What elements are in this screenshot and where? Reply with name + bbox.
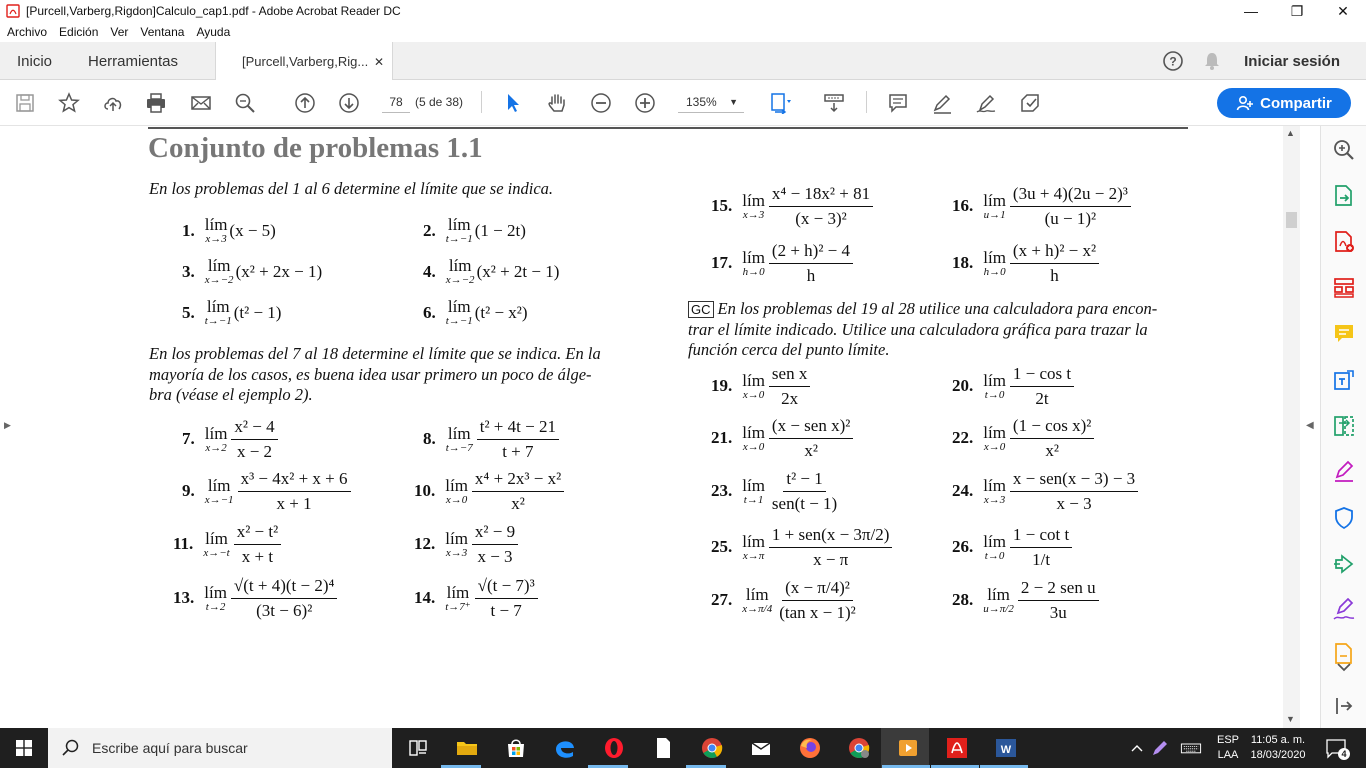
collapse-right-panel-icon[interactable]: ◀ [1306,420,1314,431]
panel-scroll-down-icon[interactable] [1332,656,1356,672]
previous-page-icon[interactable] [293,91,317,115]
zoom-out-icon[interactable] [589,91,613,115]
scroll-up-icon[interactable]: ▲ [1286,128,1295,138]
comment-icon[interactable] [886,91,910,115]
more-tools-icon[interactable] [1018,91,1042,115]
blank-document-icon[interactable] [649,734,677,762]
next-page-icon[interactable] [337,91,361,115]
zoom-tool-icon[interactable] [1332,138,1356,162]
problem-18: 18. lím h→0 $\frac{\text{(x + h)² − x²}}{h}$ [952,241,1099,285]
menu-edicion[interactable]: Edición [59,25,99,39]
chrome-profile-icon[interactable] [845,734,873,762]
bookmark-star-icon[interactable] [57,91,81,115]
highlight-pen-icon[interactable] [930,91,954,115]
problem-5: 5. lím t→−1 (t² − 1) [182,297,282,327]
windows-taskbar [0,728,1366,768]
comment-tool-icon[interactable] [1332,322,1356,346]
minimize-button[interactable]: — [1244,3,1258,19]
left-panel-toggle[interactable] [0,126,18,728]
page-count-label: (5 de 38) [415,95,464,109]
instructions-7-18: En los problemas del 7 al 18 determine el límite que se indica. En la mayoría de los casos, es buena idea usar primero un poco de álge- bra (véase el ejemplo 2). [149,344,601,404]
save-icon[interactable] [13,91,37,115]
select-cursor-icon[interactable] [501,91,525,115]
problem-25: 25. lím x→π $\frac{\text{1 + sen(x − 3π/2)}}{x - \pi}$ [711,525,892,569]
organize-pages-icon[interactable] [1332,276,1356,300]
page-title: Conjunto de problemas 1.1 [148,132,483,164]
tab-document-label: [Purcell,Varberg,Rig... [242,54,369,69]
fill-sign-icon[interactable] [1332,460,1356,484]
tab-tools[interactable]: Herramientas [88,52,179,70]
edit-pdf-icon[interactable] [1332,368,1356,392]
show-hidden-icons-icon[interactable] [1127,734,1147,762]
upload-cloud-icon[interactable] [101,91,125,115]
expand-panel-icon[interactable] [1332,694,1356,718]
chrome-browser-icon[interactable] [698,734,726,762]
chevron-down-icon: ▼ [729,97,738,107]
acrobat-app-icon [6,4,20,18]
svg-text:W: W [1000,744,1012,756]
share-button-label: Compartir [1260,94,1332,112]
zoom-select[interactable] [678,91,744,113]
problem-15: 15. lím x→3 $\frac{\text{x⁴ − 18x² + 81}}{\text{(x − 3)²}}$ [711,184,873,228]
fit-page-icon[interactable] [768,91,792,115]
compare-files-icon[interactable] [1332,414,1356,438]
instructions-19-28: GC En los problemas del 19 al 28 utilice una calculadora para encon- trar el límite indicado. Utilice una calculadora gráfica para trazar la función cerca del punto límite. [688,299,1158,359]
problem-26: 26. lím t→0 $\frac{\text{1 − cot t}}{1/t}$ [952,525,1072,569]
notifications-icon[interactable] [1322,734,1350,762]
problem-1: 1. lím x→3 (x − 5) [182,215,276,245]
vertical-scrollbar[interactable] [1283,126,1300,728]
problem-24: 24. lím x→3 $\frac{\text{x − sen(x − 3) − 3}}{x - 3}$ [952,469,1138,513]
problem-17: 17. lím h→0 $\frac{\text{(2 + h)² − 4}}{h}$ [711,241,853,285]
menu-ayuda[interactable]: Ayuda [196,25,231,39]
instructions-1-6: En los problemas del 1 al 6 determine el límite que se indica. [149,179,554,198]
document-viewport[interactable] [0,126,1320,728]
keyboard-icon[interactable] [1176,734,1206,762]
taskbar-search-box[interactable] [48,728,392,768]
problem-6: 6. lím t→−1 (t² − x²) [423,297,528,327]
problem-2: 2. lím t→−1 (1 − 2t) [423,215,526,245]
video-player-icon[interactable] [894,734,922,762]
right-tools-panel [1320,126,1366,728]
tab-bar [0,42,1366,80]
chevron-right-icon: ▶ [4,420,11,430]
problem-22: 22. lím x→0 $\frac{\text{(1 − cos x)²}}{\text{x²}}$ [952,416,1094,460]
email-icon[interactable] [189,91,213,115]
problem-12: 12. lím x→3 $\frac{\text{x² − 9}}{x - 3}$ [414,522,518,566]
problem-28: 28. lím u→π/2 $\frac{\text{2 − 2 sen u}}{3u}$ [952,578,1099,622]
window-title: [Purcell,Varberg,Rigdon]Calculo_cap1.pdf - Adobe Acrobat Reader DC [26,4,401,18]
tab-document[interactable] [215,42,393,81]
protect-shield-icon[interactable] [1332,506,1356,530]
file-explorer-icon[interactable] [453,734,481,762]
problem-13: 13. lím t→2 $\frac{\text{√(t + 4)(t − 2)⁴}}{\text{(3t − 6)²}}$ [173,576,337,620]
pdf-page [0,126,1283,728]
send-track-icon[interactable] [1332,552,1356,576]
task-view-icon[interactable] [404,734,432,762]
bell-icon[interactable] [1202,51,1222,71]
windows-logo-icon [16,740,32,756]
maximize-button[interactable]: ❐ [1290,2,1304,19]
clock-time: 11:05 a. m. [1250,734,1306,746]
menu-ventana[interactable]: Ventana [140,25,185,39]
opera-browser-icon[interactable] [600,734,628,762]
problem-4: 4. lím x→−2 (x² + 2t − 1) [423,256,560,286]
close-window-button[interactable]: ✕ [1337,2,1349,19]
tab-home[interactable]: Inicio [17,52,53,70]
problem-23: 23. lím t→1 $\frac{\text{t² − 1}}{\text{sen(t − 1)}}$ [711,469,838,513]
notification-count: 4 [1338,748,1350,760]
problem-11: 11. lím x→−t $\frac{\text{x² − t²}}{x + t}$ [173,522,281,566]
store-icon[interactable] [502,734,530,762]
pen-tray-icon[interactable] [1150,734,1170,762]
page-rule [148,127,1188,129]
problem-20: 20. lím t→0 $\frac{\text{1 − cos t}}{2t}$ [952,364,1074,408]
title-bar [0,0,1366,22]
problem-19: 19. lím x→0 $\frac{\text{sen x}}{2x}$ [711,364,810,408]
svg-text:?: ? [1169,54,1177,69]
edge-browser-icon[interactable] [551,734,579,762]
problem-16: 16. lím u→1 $\frac{\text{(3u + 4)(2u − 2)³}}{\text{(u − 1)²}}$ [952,184,1131,228]
problem-7: 7. lím x→2 $\frac{\text{x² − 4}}{x - 2}$ [182,417,278,461]
system-clock[interactable] [1246,733,1310,763]
signature-request-icon[interactable] [1332,598,1356,622]
export-pdf-icon[interactable] [1332,184,1356,208]
start-button[interactable] [0,728,48,768]
zoom-value: 135% [686,95,717,109]
hand-tool-icon[interactable] [545,91,569,115]
graphing-calculator-badge: GC [688,301,714,318]
problem-14: 14. lím t→7⁺ $\frac{\text{√(t − 7)³}}{t - 7}$ [414,576,538,620]
add-user-icon [1236,94,1254,112]
taskbar-search-placeholder: Escribe aquí para buscar [92,740,248,756]
share-button[interactable] [1217,88,1351,118]
create-pdf-icon[interactable] [1332,230,1356,254]
close-tab-icon[interactable]: ✕ [373,54,384,69]
problem-27: 27. lím x→π/4 $\frac{\text{(x − π/4)²}}{\text{(tan x − 1)²}}$ [711,578,856,622]
help-icon[interactable] [1162,50,1184,72]
search-icon[interactable] [233,91,257,115]
problem-3: 3. lím x→−2 (x² + 2x − 1) [182,256,323,286]
menu-bar [0,22,1366,42]
menu-archivo[interactable]: Archivo [7,25,48,39]
problem-9: 9. lím x→−1 $\frac{\text{x³ − 4x² + x + 6}}{x + 1}$ [182,469,351,513]
sign-icon[interactable] [974,91,998,115]
zoom-in-icon[interactable] [633,91,657,115]
acrobat-taskbar-icon[interactable] [943,734,971,762]
problem-10: 10. lím x→0 $\frac{\text{x⁴ + 2x³ − x²}}{\text{x²}}$ [414,469,564,513]
print-icon[interactable] [144,91,168,115]
scrollbar-thumb[interactable] [1286,212,1297,228]
problem-8: 8. lím t→−7 $\frac{\text{t² + 4t − 21}}{t + 7}$ [423,417,559,461]
search-icon [62,739,80,757]
problem-21: 21. lím x→0 $\frac{\text{(x − sen x)²}}{\text{x²}}$ [711,416,853,460]
word-icon[interactable] [992,734,1020,762]
scroll-down-icon[interactable]: ▼ [1286,714,1295,724]
sign-in-link[interactable]: Iniciar sesión [1244,52,1340,70]
clock-date: 18/03/2020 [1250,749,1306,761]
page-number-input[interactable]: 78 [382,91,410,113]
firefox-browser-icon[interactable] [796,734,824,762]
input-language[interactable]: ESP LAA [1216,734,1239,761]
scroll-mode-icon[interactable] [822,91,846,115]
mail-icon[interactable] [747,734,775,762]
menu-ver[interactable]: Ver [110,25,129,39]
